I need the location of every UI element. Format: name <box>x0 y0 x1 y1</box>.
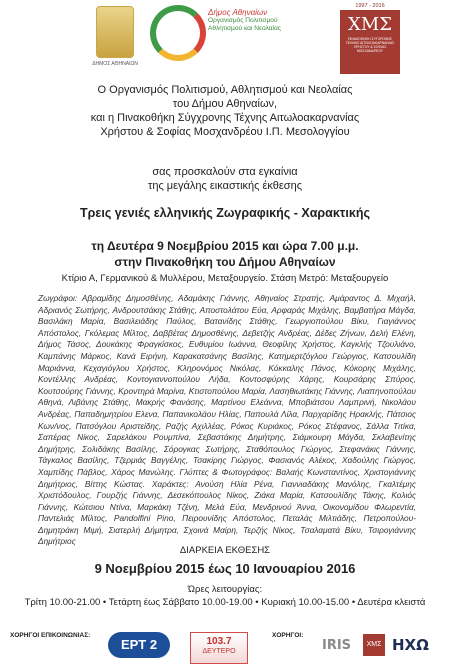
opanda-logo <box>150 5 310 63</box>
sponsors-bar <box>0 630 450 668</box>
wreath-icon <box>150 5 206 61</box>
opanda-logo-text <box>208 9 308 33</box>
radio-logo <box>190 632 248 664</box>
organizers-line-1: Ο Οργανισμός Πολιτισμού, Αθλητισμού και Νεολαίας <box>97 84 353 96</box>
opening-hours: Τρίτη 10.00-21.00 • Τετάρτη έως Σάββατο 10.00-19.00 • Κυριακή 10.00-15.00 • Δευτέρα κλειστά <box>24 597 426 608</box>
gallery-logo <box>340 2 400 74</box>
opening-hours-label: Ώρες λειτουργίας: <box>187 584 263 595</box>
opening-date <box>0 238 450 270</box>
opanda-logo-line1: Οργανισμός Πολιτισμού <box>208 17 278 24</box>
opening-date-line-2: στην Πινακοθήκη του Δήμου Αθηναίων <box>114 255 336 269</box>
invitation-line-2: της μεγάλης εικαστικής έκθεσης <box>147 180 303 192</box>
athens-logo-label: ΔΗΜΟΣ ΑΘΗΝΑΙΩΝ <box>92 61 138 67</box>
invitation-line-1: σας προσκαλούν στα εγκαίνια <box>152 166 298 178</box>
municipality-of-athens-logo <box>92 6 138 67</box>
athens-emblem-icon <box>96 6 134 58</box>
exhibition-duration: 9 Νοεμβρίου 2015 έως 10 Ιανουαρίου 2016 <box>94 561 356 576</box>
logo-bar <box>0 0 450 80</box>
opanda-logo-title: Δήμος Αθηναίων <box>208 8 268 17</box>
artists-list: Ζωγράφοι: Αβραμίδης Δημοσθένης, Αδαμάκης Γιάννης, Αθηναίος Στρατής, Αμάραντος Δ. Μιχαήλ, Αδριανός Σωτήρης, Ανδρουτσάκης Στάθης, Αποστολάτου Εύα, Αρφαράς Μιχάλης, Βαμβατήρα Μάγδα, Βασιλάκη Μαρία, Βασιλειάδης Παύλος, Βατανίδης Στάθης, Γεωργιοπούλου Βίκυ, Γιαγιάννος Απόστολος, Γκόλεμας Μίλτος, Δαββέτας Δημοσθένης, Δεβετζής Ανδρέας, Δέδες Ζήνων, Δελή Ελένη, Δήμος Τάσος, Δουκάκης Φραγκίσκος, Ευθυμίου Ιωάννα, Θεοφίλης Χρήστος, Καγκλής Τζουλιάνο, Καμπάνης Μάρκος, Κανά Ειρήνη, Καρακατσάνης Βασίλης, Κατημερτζόγλου Γεώργιος, Κατσουλίδη Μαριάννα, Κεχαγιόγλου Χρήστος, Κληρονόμος Νικόλας, Κόκκαλης Πάνος, Κόκορης Μιχάλης, Κοντέλλης Ανδρέας, Κοντογιαννοπούλου Λήδα, Κοντοσφύρης Χάρης, Κουρσάρης Σπύρος, Κουτσούρης Γιάννης, Κροντηρά Μαρίνα, Κτιστοπούλου Μαρία, Λασηθιωτάκης Γιάννης, Λιαπηνοπούλου Αθηνά, Λιβάνης Στάθης, Μακρής Φανάσης, Μαρτίνου Ελεάννα, Μποβιάτσου Λαμπρινή, Νικολάου Ανδρέας, Παπαδημητρίου Ελενα, Παπανικολάου Ηλίας, Παπουλά Λίλα, Παρχαρίδης Ηρακλής, Πάτσιος Κων/νος, Πατσόγλου Αριστείδης, Ραζής Αχιλλέας, Ρόκος Κυριάκος, Ρόκος Στέφανος, Σάλλα Τιτίκα, Σαπέρας Νίκος, Σαρελάκου Ρουμπίνα, Σεβαστάκης Δημήτρης, Σιάμκουρη Μάγδα, Σκλαβενίτης Δημήτρης, Σολιδάκης Βασίλης, Σόρογκας Σωτήρης, Σταθόπουλος Γιώργος, Στεφανάκις Γιάννης, Τάγκαλος Βασίλης, Τζερμιάς Βαγγέλης, Τσακίρης Γιώργος, Φασιανός Αλέκος, Χαδούλης Γιώργος, Χαμπίδης Πάβλος, Χάρος Μανώλης. Γλύπτες & Φωτογράφος: Βαλαής Κωνσταντίνος, Χριστογιάννης Δημήτριος, Βίττης Κώστας. Χαράκτες: Ανούση Ηλία Ρένα, Γιαννιαδάκης Μανόλης, Γκαλτέμης Χριστόδουλος, Γουρζής Γιάννης, Δεσεκόπουλος Νίκος, Ζιάκα Μαρία, Κατσουλίδης Τάκης, Κολιός Γιάννης, Κώτσιου Ντίνα, Μαρκάκη Τζένη, Μελά Εύα, Μενδρινού Άννα, Οικονομίδου Φλωρεντία, Παντελιάς Μίλτος, Pandolfini Pino, Πειρουνίδης Απόστολος, Πεταλάς Μιλτιάδης, Πετροπούλου-Δημητράκη Μιμή, Σιατερλή Δήμητρα, Σχοινά Μαίρη, Τερζής Νίκος, Τσαλαματά Βίκυ, Τσιρογιάννης Δημήτριος <box>38 293 416 547</box>
radio-logo-mark: 103.7 <box>206 636 232 647</box>
organizers-line-2: του Δήμου Αθηναίων, <box>172 98 278 110</box>
organizers-line-4: Χρήστου & Σοφίας Μοσχανδρέου Ι.Π. Μεσολογγίου <box>100 126 350 138</box>
opening-date-line-1: τη Δευτέρα 9 Νοεμβρίου 2015 και ώρα 7.00 μ.μ. <box>91 239 359 253</box>
ert2-logo: ΕΡΤ 2 <box>108 632 170 658</box>
radio-logo-text: ΔΕΥΤΕΡΟ <box>202 648 236 655</box>
hxw-logo: ΗΧΩ <box>392 636 429 654</box>
gallery-logo-text: ΠΙΝΑΚΟΘΗΚΗ ΣΥΓΧΡΟΝΗΣ ΤΕΧΝΗΣ ΑΙΤΩΛΟΑΚΑΡΝΑΝΙΑΣ ΧΡΗΣΤΟΥ & ΣΟΦΙΑΣ ΜΟΣΧΑΝΔΡΕΟΥ <box>345 37 395 53</box>
organizers-line-3: και η Πινακοθήκη Σύγχρονης Τέχνης Αιτωλοακαρνανίας <box>90 112 360 124</box>
media-sponsors-label: ΧΟΡΗΓΟΙ ΕΠΙΚΟΙΝΩΝΙΑΣ: <box>10 632 91 639</box>
exhibition-title: Τρεις γενιές ελληνικής Ζωγραφικής - Χαρακτικής <box>80 206 370 220</box>
opanda-logo-line2: Αθλητισμού και Νεολαίας <box>208 25 281 32</box>
gallery-logo-years: 1997 - 2016 <box>340 2 400 10</box>
venue-address: Κτίριο Α, Γερμανικού & Μυλλέρου, Μεταξουργείο. Στάση Μετρό: Μεταξουργείο <box>61 273 389 284</box>
invitation-text <box>0 165 450 193</box>
sponsors-label: ΧΟΡΗΓΟΙ: <box>272 632 304 639</box>
gallery-logo-mark: ΧΜΣ <box>348 14 392 35</box>
gallery-sponsor-logo: ΧΜΣ <box>363 634 385 656</box>
organizers-text <box>0 83 450 139</box>
iris-logo: IRIS <box>322 638 352 653</box>
duration-label: ΔΙΑΡΚΕΙΑ ΕΚΘΕΣΗΣ <box>179 545 271 556</box>
